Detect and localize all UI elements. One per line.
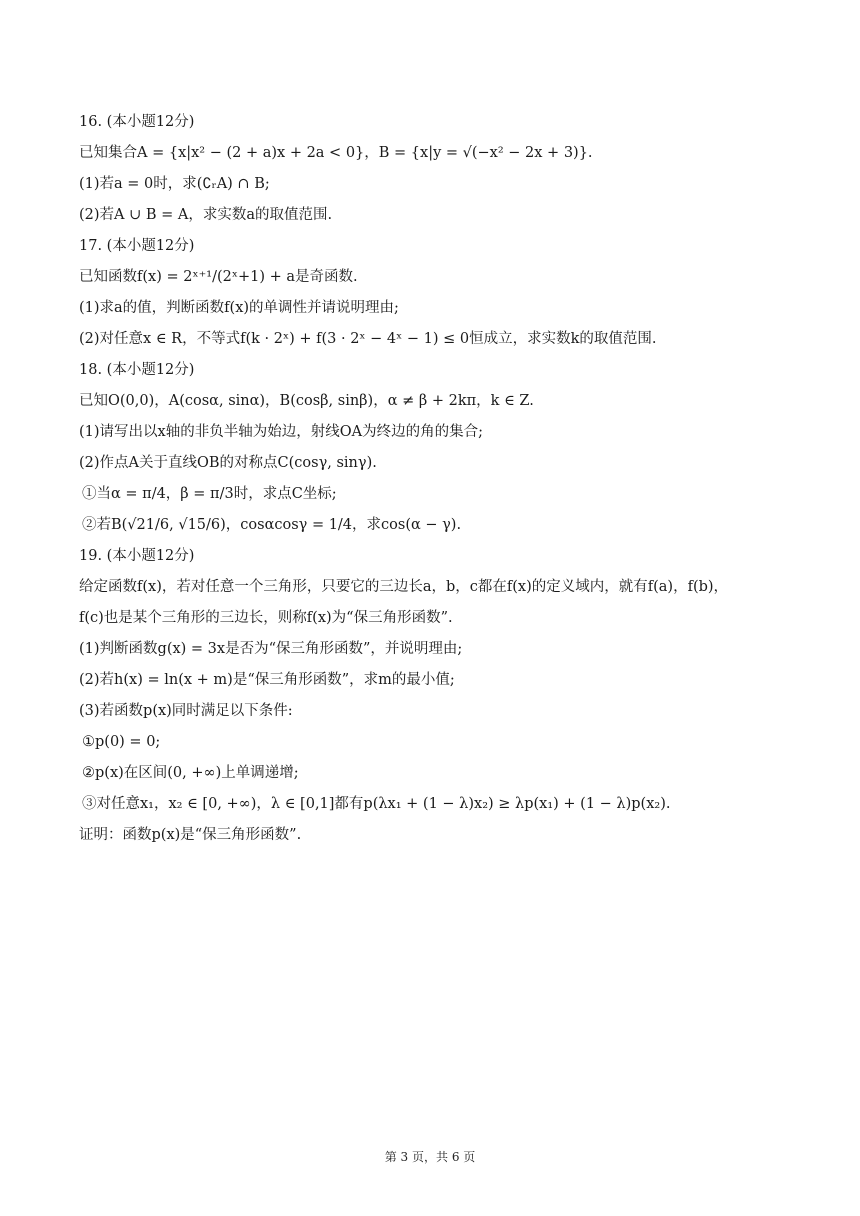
problem-17-header: 17. (本小题12分) — [79, 238, 195, 254]
problem-19-condition-1: ①p(0) = 0; — [82, 734, 161, 750]
problem-17-part-1: (1)求a的值，判断函数f(x)的单调性并请说明理由; — [79, 300, 399, 316]
problem-17-part-2: (2)对任意x ∈ R，不等式f(k · 2ˣ) + f(3 · 2ˣ − 4ˣ − 1) ≤ 0恒成立，求实数k的取值范围. — [79, 331, 657, 347]
problem-16-statement: 已知集合A = {x|x² − (2 + a)x + 2a < 0}，B = {x|y = √(−x² − 2x + 3)}. — [79, 145, 593, 161]
problem-19-header: 19. (本小题12分) — [79, 548, 195, 564]
problem-17-statement: 已知函数f(x) = 2ˣ⁺¹/(2ˣ+1) + a是奇函数. — [79, 269, 358, 285]
problem-18-sub-2: ②若B(√21/6, √15/6)，cosαcosγ = 1/4，求cos(α − γ). — [82, 517, 462, 533]
problem-18-sub-1: ①当α = π/4，β = π/3时，求点C坐标; — [82, 486, 337, 502]
problem-19-proof: 证明：函数p(x)是“保三角形函数”. — [79, 827, 302, 843]
problem-16-part-2: (2)若A ∪ B = A，求实数a的取值范围. — [79, 207, 333, 223]
problem-18-header: 18. (本小题12分) — [79, 362, 195, 378]
exam-content — [79, 112, 799, 856]
problem-16-header: 16. (本小题12分) — [79, 114, 195, 130]
problem-19-part-3: (3)若函数p(x)同时满足以下条件: — [79, 703, 293, 719]
problem-19-part-2: (2)若h(x) = ln(x + m)是“保三角形函数”，求m的最小值; — [79, 672, 455, 688]
problem-18-part-2: (2)作点A关于直线OB的对称点C(cosγ, sinγ). — [79, 455, 377, 471]
problem-19-condition-2: ②p(x)在区间(0, +∞)上单调递增; — [82, 765, 299, 781]
problem-16-part-1: (1)若a = 0时，求(∁ᵣA) ∩ B; — [79, 176, 270, 192]
problem-19-condition-3: ③对任意x₁，x₂ ∈ [0, +∞)，λ ∈ [0,1]都有p(λx₁ + (1 − λ)x₂) ≥ λp(x₁) + (1 − λ)p(x₂). — [82, 796, 671, 812]
page-number: 第 3 页，共 6 页 — [384, 1150, 476, 1164]
problem-19-statement-2: f(c)也是某个三角形的三边长，则称f(x)为“保三角形函数”. — [79, 610, 453, 626]
problem-19-part-1: (1)判断函数g(x) = 3x是否为“保三角形函数”，并说明理由; — [79, 641, 463, 657]
problem-18-part-1: (1)请写出以x轴的非负半轴为始边，射线OA为终边的角的集合; — [79, 424, 483, 440]
problem-18-statement: 已知O(0,0)，A(cosα, sinα)，B(cosβ, sinβ)，α ≠ β + 2kπ，k ∈ Z. — [79, 393, 534, 409]
problem-19-statement-1: 给定函数f(x)，若对任意一个三角形，只要它的三边长a，b，c都在f(x)的定义域内，就有f(a)，f(b)， — [79, 579, 729, 595]
